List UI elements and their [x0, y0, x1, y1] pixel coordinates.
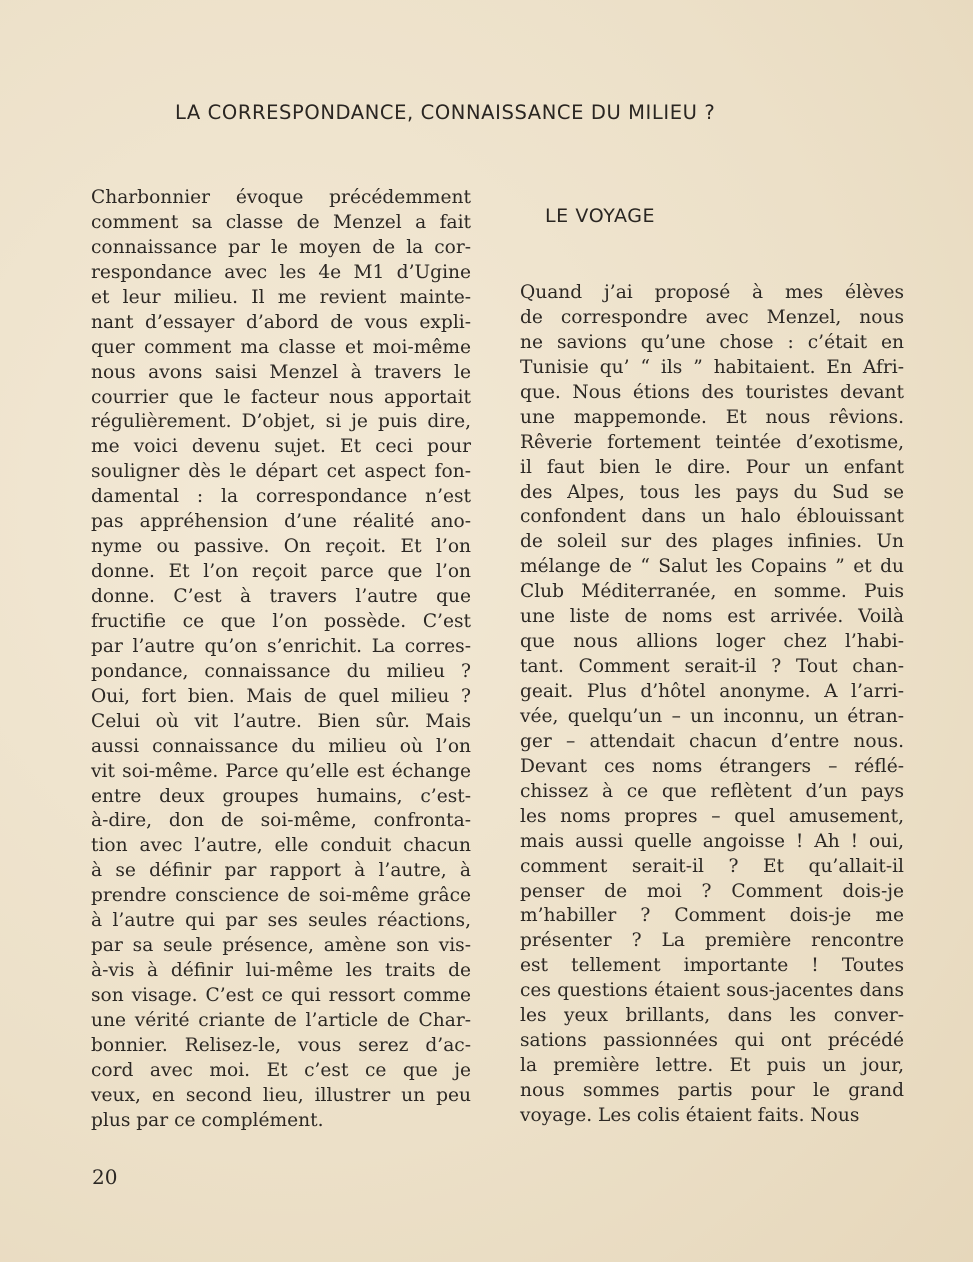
- text-line: vit soi-même. Parce qu’elle est échange: [91, 760, 471, 782]
- text-line: Rêverie fortement teintée d’exotisme,: [520, 431, 904, 453]
- text-line: fructifie ce que l’on possède. C’est: [91, 610, 471, 632]
- text-line: respondance avec les 4e M1 d’Ugine: [91, 261, 471, 283]
- right-column-text: [520, 281, 904, 1129]
- text-line: comment serait-il ? Et qu’allait-il: [520, 855, 904, 877]
- text-line: penser de moi ? Comment dois-je: [520, 880, 904, 902]
- text-line: Charbonnier évoque précédemment: [91, 187, 471, 208]
- text-line: plus par ce complément.: [91, 1109, 324, 1131]
- text-line: de soleil sur des plages infinies. Un: [520, 531, 904, 553]
- text-line: aussi connaissance du milieu où l’on: [91, 735, 471, 757]
- text-line: par l’autre qu’on s’enrichit. La corres-: [91, 635, 471, 657]
- text-line: que nous allions loger chez l’habi-: [520, 631, 904, 653]
- text-line: mélange de “ Salut les Copains ” et du: [520, 556, 904, 578]
- page-number: 20: [92, 1165, 118, 1189]
- text-line: chissez à ce que reflètent d’un pays: [520, 780, 904, 802]
- text-line: pondance, connaissance du milieu ?: [91, 660, 471, 682]
- text-line: nous sommes partis pour le grand: [520, 1080, 904, 1101]
- text-line: entre deux groupes humains, c’est-: [91, 785, 471, 807]
- text-line: ne savions qu’une chose : c’était en: [520, 331, 904, 353]
- text-line: ger – attendait chacun d’entre nous.: [520, 730, 904, 752]
- text-line: voyage. Les colis étaient faits. Nous: [520, 1104, 860, 1126]
- text-line: à-dire, don de soi-même, confronta-: [91, 810, 471, 832]
- text-line: sations passionnées qui ont précédé: [520, 1030, 904, 1052]
- text-line: connaissance par le moyen de la cor-: [91, 236, 471, 258]
- text-line: une mappemonde. Et nous rêvions.: [520, 406, 904, 428]
- text-line: ces questions étaient sous-jacentes dans: [520, 980, 904, 1002]
- text-line: une liste de noms est arrivée. Voilà: [520, 606, 904, 628]
- text-line: vée, quelqu’un – un inconnu, un étran-: [520, 705, 904, 727]
- text-line: tant. Comment serait-il ? Tout chan-: [520, 656, 904, 678]
- text-line: est tellement importante ! Toutes: [520, 955, 904, 977]
- text-line: présenter ? La première rencontre: [520, 930, 904, 952]
- text-line: souligner dès le départ cet aspect fon-: [91, 461, 471, 483]
- text-line: bonnier. Relisez-le, vous serez d’ac-: [91, 1034, 471, 1056]
- text-line: veux, en second lieu, illustrer un peu: [91, 1084, 471, 1106]
- text-line: tion avec l’autre, elle conduit chacun: [91, 835, 471, 857]
- text-line: Devant ces noms étrangers – réflé-: [520, 755, 904, 777]
- text-line: nyme ou passive. On reçoit. Et l’on: [91, 536, 471, 558]
- text-line: cord avec moi. Et c’est ce que je: [91, 1059, 471, 1081]
- left-column-text: [91, 186, 471, 1134]
- text-line: de correspondre avec Menzel, nous: [520, 306, 904, 328]
- page-title: LA CORRESPONDANCE, CONNAISSANCE DU MILIEU ?: [175, 101, 716, 124]
- text-line: à-vis à définir lui-même les traits de: [91, 960, 471, 982]
- text-line: et leur milieu. Il me revient mainte-: [91, 286, 471, 308]
- text-line: courrier que le facteur nous apportait: [91, 386, 471, 408]
- text-line: m’habiller ? Comment dois-je me: [520, 905, 904, 927]
- text-line: pas appréhension d’une réalité ano-: [91, 511, 471, 533]
- text-line: geait. Plus d’hôtel anonyme. A l’arri-: [520, 681, 904, 702]
- text-line: Club Méditerranée, en somme. Puis: [520, 581, 904, 603]
- text-line: Quand j’ai proposé à mes élèves: [520, 282, 904, 303]
- text-line: il faut bien le dire. Pour un enfant: [520, 456, 904, 478]
- text-line: que. Nous étions des touristes devant: [520, 381, 904, 403]
- text-line: Tunisie qu’ “ ils ” habitaient. En Afri-: [520, 356, 904, 378]
- text-line: comment sa classe de Menzel a fait: [91, 211, 471, 233]
- text-line: régulièrement. D’objet, si je puis dire,: [91, 411, 471, 433]
- text-line: Oui, fort bien. Mais de quel milieu ?: [91, 685, 471, 707]
- text-line: quer comment ma classe et moi-même: [91, 336, 471, 358]
- text-line: Celui où vit l’autre. Bien sûr. Mais: [91, 710, 471, 732]
- text-line: par sa seule présence, amène son vis-: [91, 935, 471, 957]
- text-line: nous avons saisi Menzel à travers le: [91, 361, 471, 383]
- text-line: les yeux brillants, dans les conver-: [520, 1005, 904, 1027]
- text-line: une vérité criante de l’article de Char-: [91, 1009, 471, 1031]
- text-line: donne. Et l’on reçoit parce que l’on: [91, 561, 471, 583]
- text-line: prendre conscience de soi-même grâce: [91, 885, 471, 907]
- text-line: damental : la correspondance n’est: [91, 486, 471, 508]
- text-line: mais aussi quelle angoisse ! Ah ! oui,: [520, 830, 904, 852]
- text-line: confondent dans un halo éblouissant: [520, 506, 904, 528]
- text-line: donne. C’est à travers l’autre que: [91, 586, 471, 607]
- text-line: à se définir par rapport à l’autre, à: [91, 860, 471, 882]
- text-line: me voici devenu sujet. Et ceci pour: [91, 436, 471, 458]
- text-line: son visage. C’est ce qui ressort comme: [91, 985, 471, 1006]
- section-heading-le-voyage: LE VOYAGE: [545, 205, 656, 227]
- text-line: à l’autre qui par ses seules réactions,: [91, 910, 471, 932]
- text-line: les noms propres – quel amusement,: [520, 805, 904, 827]
- text-line: nant d’essayer d’abord de vous expli-: [91, 311, 471, 333]
- text-line: la première lettre. Et puis un jour,: [520, 1055, 904, 1077]
- text-line: des Alpes, tous les pays du Sud se: [520, 481, 904, 503]
